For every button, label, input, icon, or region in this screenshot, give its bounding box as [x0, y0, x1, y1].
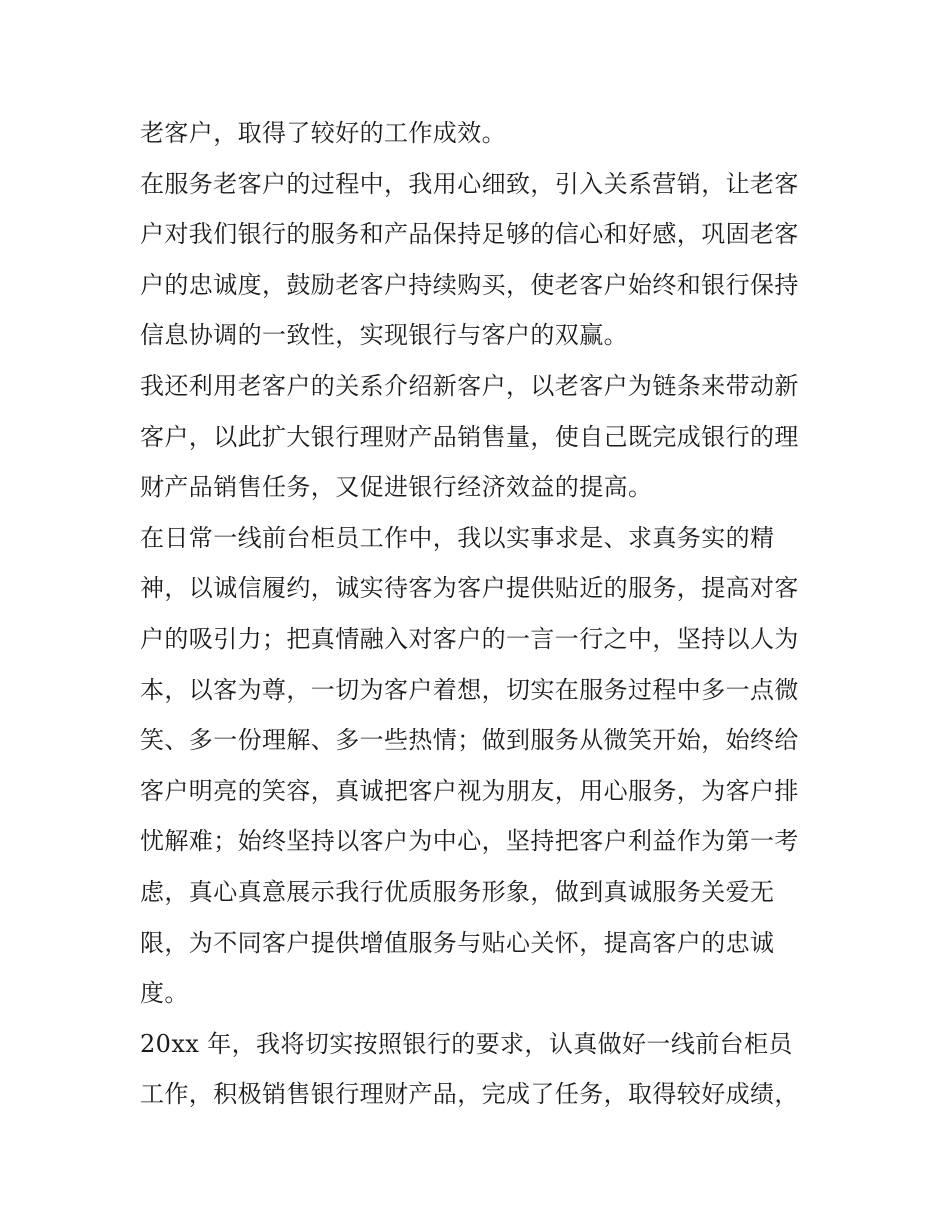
text-line: 财产品销售任务，又促进银行经济效益的提高。 [140, 473, 653, 502]
text-line: 度。 [140, 979, 189, 1008]
text-line: 本，以客为尊，一切为客户着想，切实在服务过程中多一点微 [140, 675, 799, 704]
text-line: 工作，积极销售银行理财产品，完成了任务，取得较好成绩， [140, 1080, 799, 1109]
text-line: 户的吸引力；把真情融入对客户的一言一行之中，坚持以人为 [140, 624, 799, 653]
document-body [140, 108, 820, 1120]
text-line: 户对我们银行的服务和产品保持足够的信心和好感，巩固老客 [140, 220, 799, 249]
text-line: 笑、多一份理解、多一些热情；做到服务从微笑开始，始终给 [140, 726, 799, 755]
text-line: 虑，真心真意展示我行优质服务形象，做到真诚服务关爱无 [140, 877, 775, 906]
text-line: 忧解难；始终坚持以客户为中心，坚持把客户利益作为第一考 [140, 827, 799, 856]
text-line: 老客户，取得了较好的工作成效。 [140, 119, 506, 147]
text-line: 客户，以此扩大银行理财产品销售量，使自己既完成银行的理 [140, 422, 799, 451]
text-line: 神，以诚信履约，诚实待客为客户提供贴近的服务，提高对客 [140, 574, 799, 603]
text-line: 客户明亮的笑容，真诚把客户视为朋友，用心服务，为客户排 [140, 776, 799, 805]
text-line: 限，为不同客户提供增值服务与贴心关怀，提高客户的忠诚 [140, 928, 775, 957]
text-line: 20xx 年，我将切实按照银行的要求，认真做好一线前台柜员 [140, 1029, 793, 1058]
text-line: 户的忠诚度，鼓励老客户持续购买，使老客户始终和银行保持 [140, 270, 799, 299]
text-line: 信息协调的一致性，实现银行与客户的双赢。 [140, 321, 628, 350]
text-line: 在服务老客户的过程中，我用心细致，引入关系营销，让老客 [140, 169, 799, 198]
text-line: 我还利用老客户的关系介绍新客户，以老客户为链条来带动新 [140, 371, 799, 400]
text-line: 在日常一线前台柜员工作中，我以实事求是、求真务实的精 [140, 523, 775, 552]
